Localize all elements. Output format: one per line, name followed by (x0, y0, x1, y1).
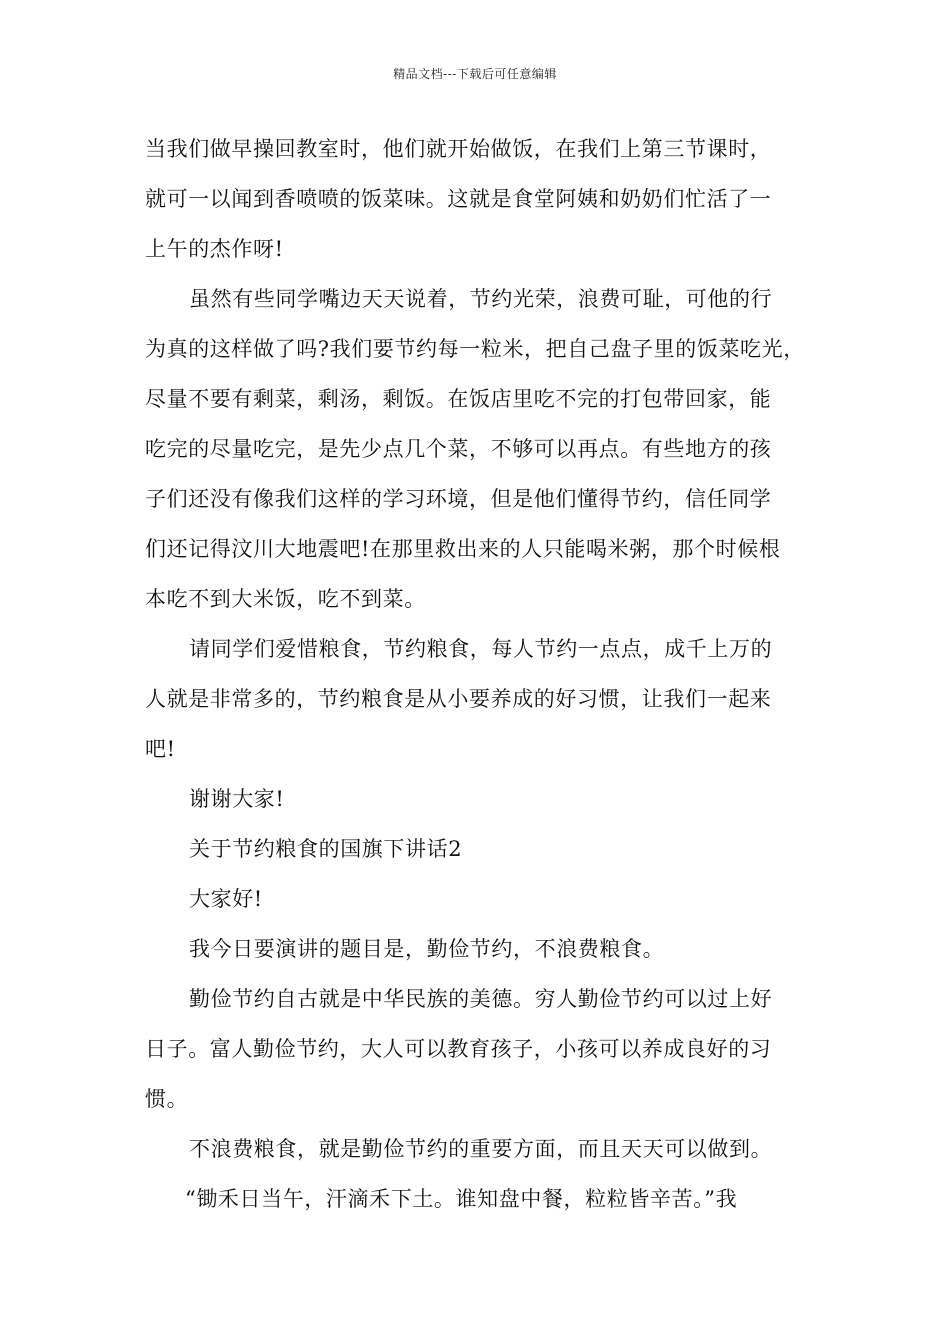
paragraph-start-line: 我今日要演讲的题目是，勤俭节约，不浪费粮食。 (189, 937, 665, 961)
paragraph-start-line: 请同学们爱惜粮食，节约粮食，每人节约一点点，成千上万的 (189, 637, 773, 661)
text-line: 尽量不要有剩菜，剩汤，剩饭。在饭店里吃不完的打包带回家，能 (145, 387, 772, 411)
closing-thanks: 谢谢大家! (189, 787, 285, 811)
text-line: 人就是非常多的，节约粮食是从小要养成的好习惯，让我们一起来 (145, 687, 772, 711)
text-line: 上午的杰作呀! (145, 237, 284, 261)
text-line: 惯。 (145, 1087, 189, 1111)
text-line: 本吃不到大米饭，吃不到菜。 (145, 587, 426, 611)
text-line: 为真的这样做了吗?我们要节约每一粒米，把自己盘子里的饭菜吃光， (145, 337, 805, 361)
greeting: 大家好! (189, 887, 263, 911)
document-body (145, 128, 815, 1228)
text-line: 日子。富人勤俭节约，大人可以教育孩子，小孩可以养成良好的习 (145, 1037, 772, 1061)
page-header: 精品文档---下载后可任意编辑 (393, 67, 557, 81)
paragraph-start-line: 虽然有些同学嘴边天天说着，节约光荣，浪费可耻，可他的行 (189, 287, 773, 311)
text-line: 们还记得汶川大地震吧!在那里救出来的人只能喝米粥，那个时候根 (145, 537, 781, 561)
section-heading: 关于节约粮食的国旗下讲话2 (189, 837, 463, 861)
text-line: 当我们做早操回教室时，他们就开始做饭，在我们上第三节课时， (145, 137, 772, 161)
paragraph-start-line: 不浪费粮食，就是勤俭节约的重要方面，而且天天可以做到。 (189, 1137, 773, 1161)
text-line: 子们还没有像我们这样的学习环境，但是他们懂得节约，信任同学 (145, 487, 772, 511)
text-line: 吧! (145, 737, 176, 761)
quote-line: “锄禾日当午，汗滴禾下土。谁知盘中餐，粒粒皆辛苦。”我 (185, 1187, 738, 1211)
paragraph-start-line: 勤俭节约自古就是中华民族的美德。穷人勤俭节约可以过上好 (189, 987, 773, 1011)
text-line: 吃完的尽量吃完，是先少点几个菜，不够可以再点。有些地方的孩 (145, 437, 772, 461)
text-line: 就可一以闻到香喷喷的饭菜味。这就是食堂阿姨和奶奶们忙活了一 (145, 187, 772, 211)
